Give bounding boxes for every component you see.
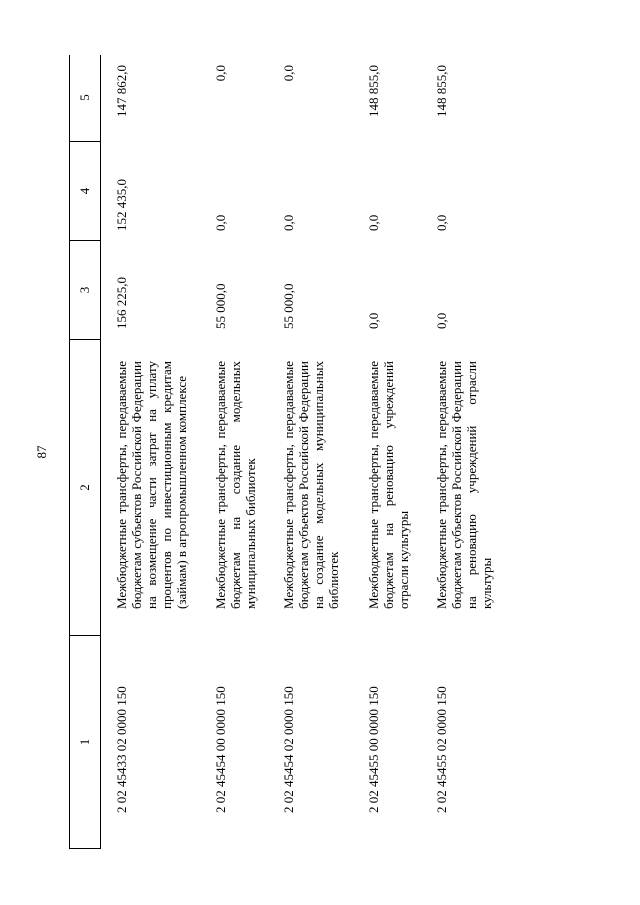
value-col-3: 0,0 — [366, 312, 381, 329]
value-col-3: 0,0 — [434, 312, 449, 329]
budget-code: 2 02 45433 02 0000 150 — [114, 686, 129, 813]
budget-code: 2 02 45454 00 0000 150 — [213, 686, 228, 813]
value-col-3: 156 225,0 — [114, 277, 129, 329]
value-col-5: 0,0 — [213, 65, 228, 82]
row-description: Межбюджетные трансферты, передаваемые бюджетам на реновацию учреждений отрасли культуры — [366, 361, 411, 609]
column-divider — [70, 141, 100, 142]
header-col-2: 2 — [77, 484, 92, 491]
column-divider — [70, 240, 100, 241]
value-col-5: 148 855,0 — [366, 65, 381, 117]
value-col-3: 55 000,0 — [281, 283, 296, 329]
header-col-5: 5 — [77, 94, 92, 101]
table-header-row — [69, 55, 101, 849]
header-col-1: 1 — [77, 738, 92, 746]
header-col-3: 3 — [77, 286, 92, 294]
value-col-5: 148 855,0 — [434, 65, 449, 117]
value-col-3: 55 000,0 — [213, 283, 228, 329]
value-col-5: 0,0 — [281, 65, 296, 82]
row-description: Межбюджетные трансферты, передаваемые бюджетам на создание модельных муниципальных библиотек — [213, 361, 258, 609]
column-divider — [70, 635, 100, 636]
budget-table — [69, 55, 494, 849]
budget-code: 2 02 45455 00 0000 150 — [366, 686, 381, 813]
row-description: Межбюджетные трансферты, передаваемые бюджетам субъектов Российской Федерации на создание модельных муниципальных библиотек — [281, 361, 341, 609]
value-col-4: 0,0 — [281, 214, 296, 231]
page-number: 87 — [34, 445, 49, 459]
budget-code: 2 02 45455 02 0000 150 — [434, 686, 449, 813]
header-col-4: 4 — [77, 187, 92, 195]
row-description: Межбюджетные трансферты, передаваемые бюджетам субъектов Российской Федерации на реновацию учреждений отрасли культуры — [434, 361, 494, 609]
budget-code: 2 02 45454 02 0000 150 — [281, 686, 296, 813]
value-col-5: 147 862,0 — [114, 65, 129, 117]
value-col-4: 0,0 — [366, 214, 381, 231]
value-col-4: 152 435,0 — [114, 179, 129, 231]
value-col-4: 0,0 — [434, 214, 449, 231]
row-description: Межбюджетные трансферты, передаваемые бюджетам субъектов Российской Федерации на возмещение части затрат на уплату процентов по инвестиционным кредитам (займам) в агропромышленном комплексе — [114, 361, 189, 609]
column-divider — [70, 339, 100, 340]
value-col-4: 0,0 — [213, 214, 228, 231]
